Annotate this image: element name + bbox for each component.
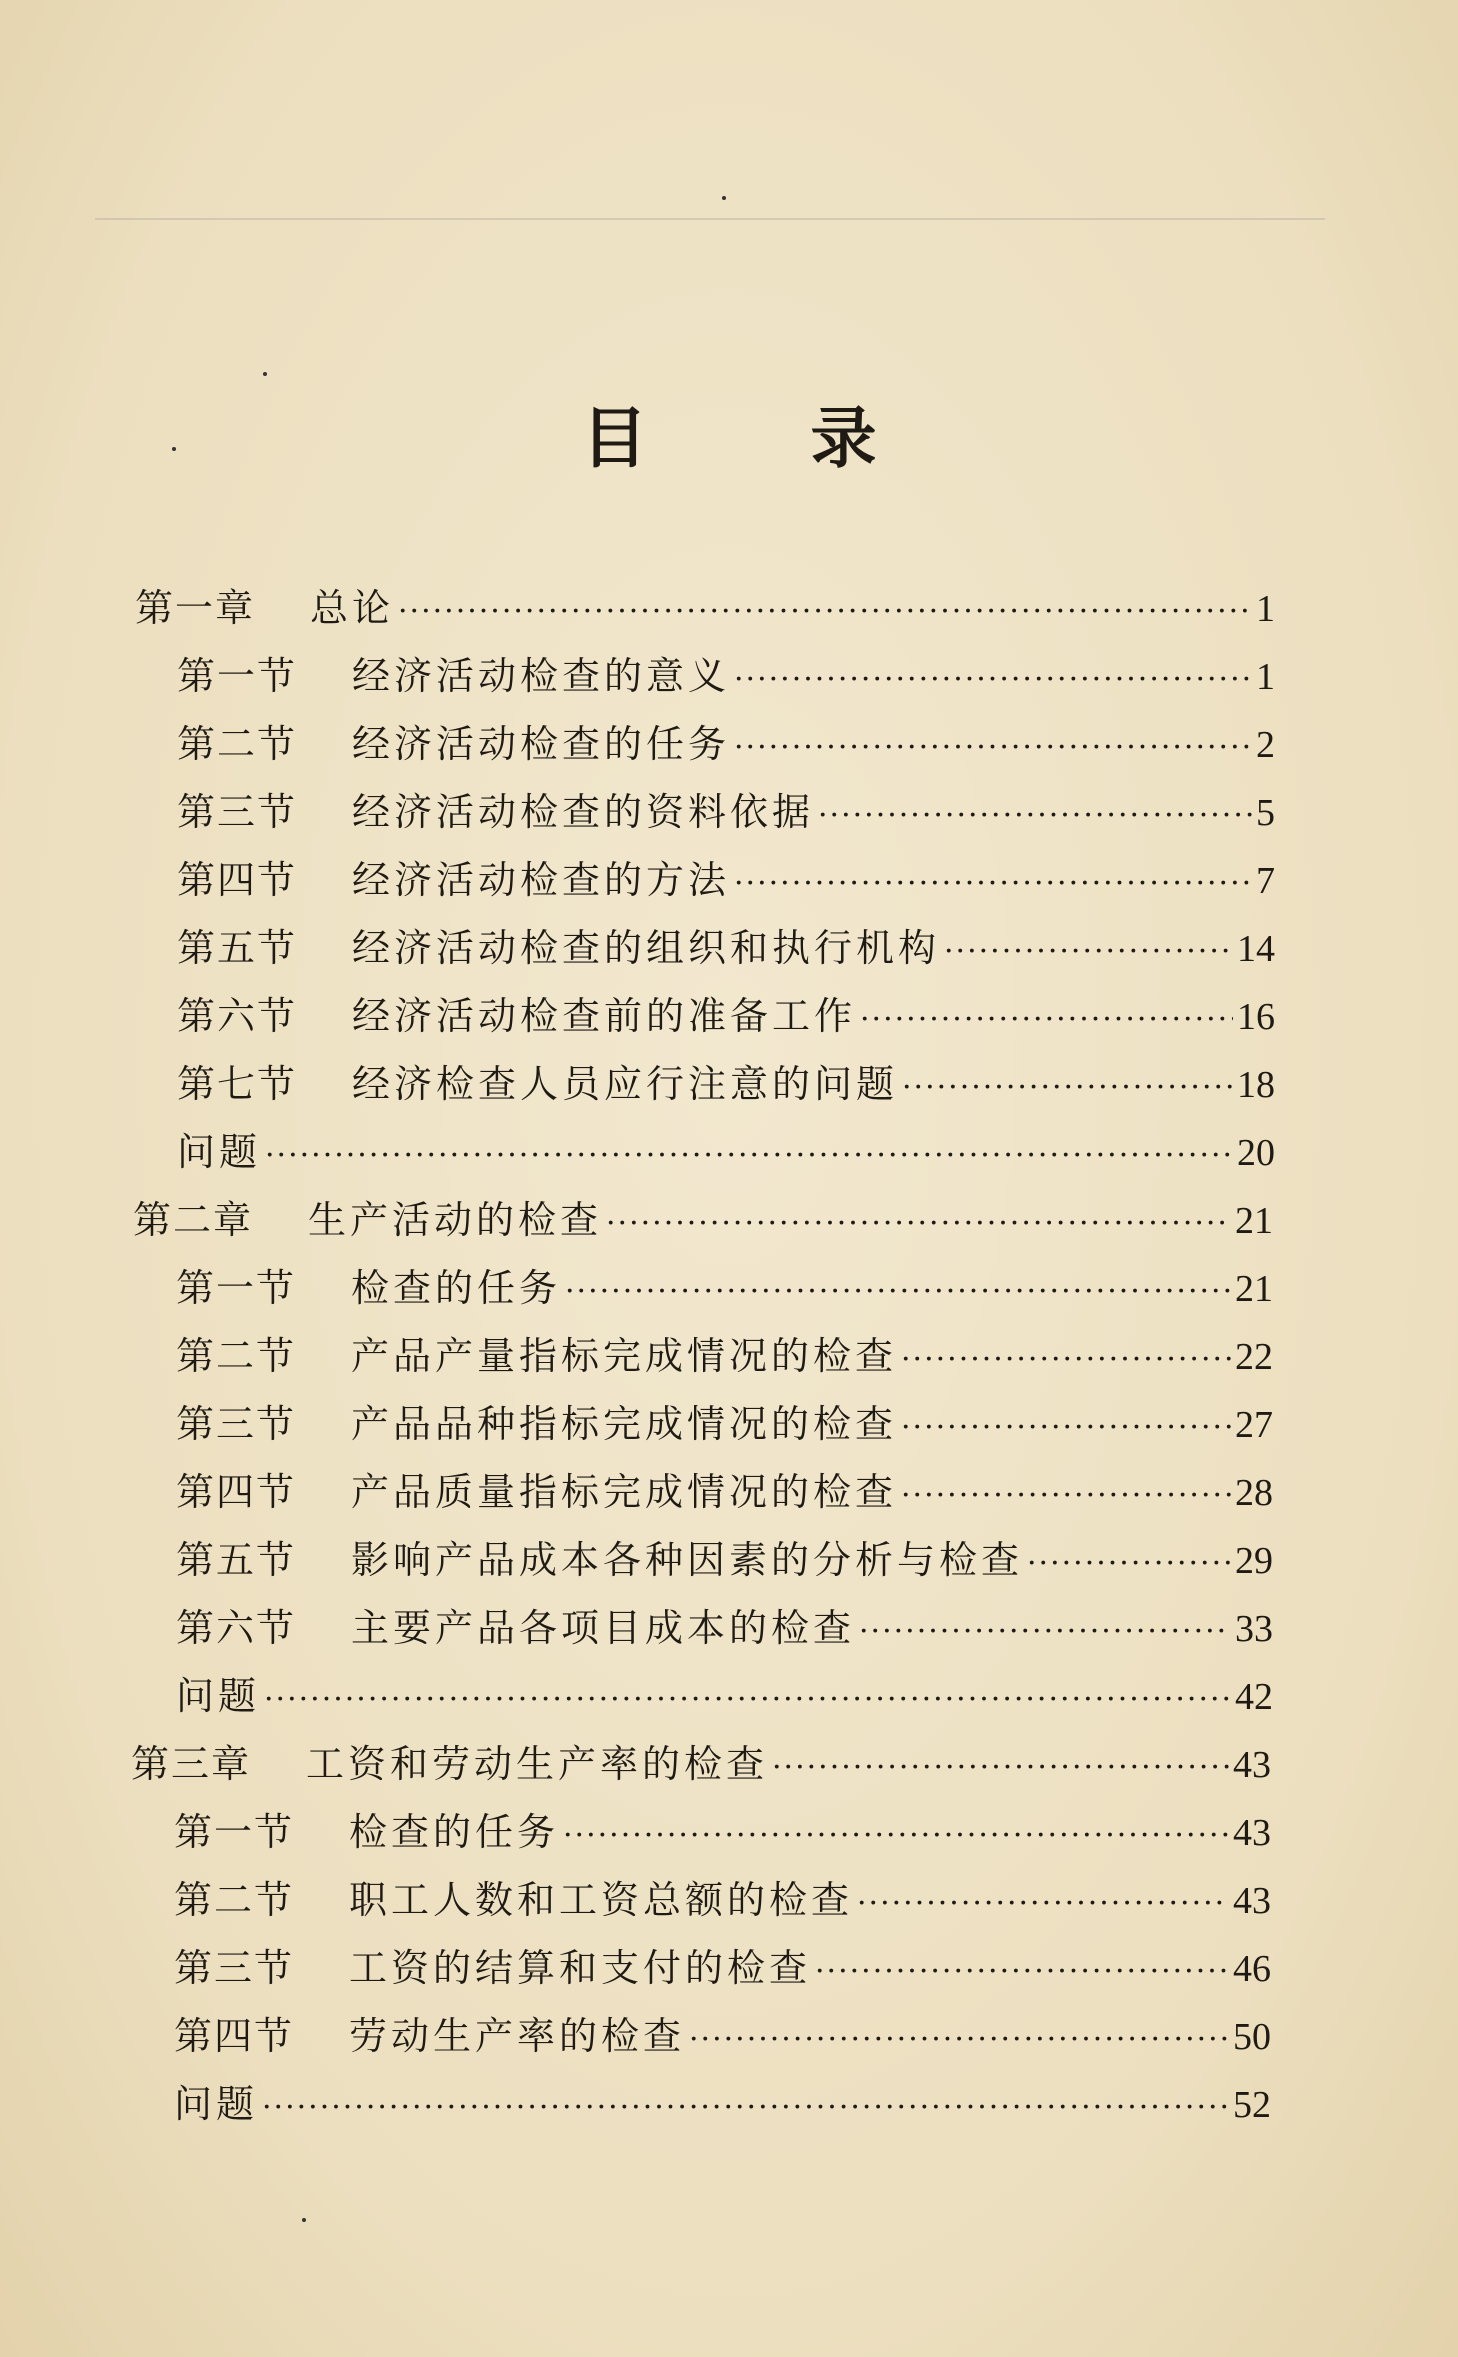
leader-dots (565, 1262, 1231, 1322)
entry-title: 问题 (176, 1674, 261, 1718)
toc-entry[interactable] (176, 1462, 1273, 1522)
toc-entry[interactable] (176, 1326, 1273, 1386)
entry-page: 52 (1233, 2084, 1271, 2126)
entry-title: 产品质量指标完成情况的检查 (351, 1470, 898, 1514)
toc-entry-questions[interactable] (176, 1666, 1273, 1726)
ink-speck (302, 2218, 306, 2222)
leader-dots (860, 990, 1233, 1050)
leader-dots (859, 1602, 1231, 1662)
entry-label: 第一节 (177, 654, 298, 698)
entry-title: 检查的任务 (351, 1266, 562, 1310)
entry-label: 第六节 (177, 994, 298, 1038)
leader-dots (264, 1670, 1231, 1730)
leader-dots (944, 922, 1233, 982)
toc-entry-questions[interactable] (177, 1122, 1275, 1182)
entry-page: 33 (1235, 1608, 1273, 1650)
leader-dots (901, 1398, 1231, 1458)
toc-entry[interactable] (174, 2006, 1271, 2066)
entry-title: 总论 (310, 586, 395, 630)
entry-label: 第二节 (176, 1334, 297, 1378)
entry-page: 27 (1235, 1404, 1273, 1446)
leader-dots (1027, 1534, 1231, 1594)
entry-label: 第三节 (174, 1946, 295, 1990)
entry-label: 第一章 (135, 586, 256, 630)
toc-entry[interactable] (176, 1394, 1273, 1454)
toc-entry[interactable] (177, 714, 1275, 774)
toc-entry[interactable] (176, 1258, 1273, 1318)
entry-label: 第一节 (176, 1266, 297, 1310)
leader-dots (265, 1126, 1233, 1186)
toc-entry-chapter-2[interactable] (133, 1190, 1273, 1250)
entry-label: 第五节 (177, 926, 298, 970)
ink-speck (263, 372, 267, 376)
entry-page: 28 (1235, 1472, 1273, 1514)
entry-page: 1 (1256, 656, 1275, 698)
entry-page: 21 (1235, 1200, 1273, 1242)
toc-entry[interactable] (177, 782, 1275, 842)
entry-label: 第七节 (177, 1062, 298, 1106)
leader-dots (734, 854, 1252, 914)
entry-title: 经济活动检查的任务 (352, 722, 731, 766)
leader-dots (398, 582, 1252, 642)
leader-dots (857, 1874, 1229, 1934)
entry-label: 第二节 (177, 722, 298, 766)
entry-title: 影响产品成本各种因素的分析与检查 (351, 1538, 1024, 1582)
page-title: 目 录 (581, 400, 947, 477)
entry-page: 29 (1235, 1540, 1273, 1582)
leader-dots (901, 1330, 1231, 1390)
entry-label: 第四节 (177, 858, 298, 902)
entry-page: 7 (1256, 860, 1275, 902)
entry-label: 第三节 (177, 790, 298, 834)
entry-page: 43 (1233, 1812, 1271, 1854)
entry-page: 42 (1235, 1676, 1273, 1718)
entry-title: 经济检查人员应行注意的问题 (352, 1062, 899, 1106)
entry-label: 第三节 (176, 1402, 297, 1446)
entry-title: 经济活动检查的方法 (352, 858, 731, 902)
leader-dots (262, 2078, 1229, 2138)
entry-label: 第六节 (176, 1606, 297, 1650)
toc-entry[interactable] (177, 986, 1275, 1046)
toc-entry[interactable] (176, 1530, 1273, 1590)
toc-entry[interactable] (177, 918, 1275, 978)
entry-page: 1 (1256, 588, 1275, 630)
entry-title: 工资和劳动生产率的检查 (306, 1742, 769, 1786)
toc-entry[interactable] (176, 1598, 1273, 1658)
entry-title: 生产活动的检查 (308, 1198, 603, 1242)
entry-page: 46 (1233, 1948, 1271, 1990)
toc-entry[interactable] (177, 850, 1275, 910)
entry-label: 第四节 (176, 1470, 297, 1514)
entry-title: 工资的结算和支付的检查 (349, 1946, 812, 1990)
entry-title: 主要产品各项目成本的检查 (351, 1606, 856, 1650)
entry-title: 经济活动检查的组织和执行机构 (352, 926, 941, 970)
entry-page: 5 (1256, 792, 1275, 834)
leader-dots (689, 2010, 1229, 2070)
leader-dots (902, 1058, 1233, 1118)
leader-dots (772, 1738, 1229, 1798)
entry-title: 问题 (174, 2082, 259, 2126)
entry-label: 第二章 (133, 1198, 254, 1242)
leader-dots (818, 786, 1252, 846)
entry-title: 经济活动检查前的准备工作 (352, 994, 857, 1038)
entry-title: 经济活动检查的资料依据 (352, 790, 815, 834)
toc-entry[interactable] (174, 1870, 1271, 1930)
leader-dots (734, 718, 1252, 778)
entry-page: 2 (1256, 724, 1275, 766)
toc-entry[interactable] (174, 1938, 1271, 1998)
leader-dots (606, 1194, 1231, 1254)
ink-speck (722, 196, 726, 200)
entry-page: 14 (1237, 928, 1275, 970)
entry-label: 第一节 (174, 1810, 295, 1854)
entry-page: 43 (1233, 1880, 1271, 1922)
toc-entry-questions[interactable] (174, 2074, 1271, 2134)
ink-speck (172, 447, 176, 451)
entry-page: 18 (1237, 1064, 1275, 1106)
toc-entry-chapter-3[interactable] (131, 1734, 1271, 1794)
entry-label: 第四节 (174, 2014, 295, 2058)
entry-label: 第五节 (176, 1538, 297, 1582)
leader-dots (815, 1942, 1229, 2002)
entry-title: 产品品种指标完成情况的检查 (351, 1402, 898, 1446)
entry-title: 产品产量指标完成情况的检查 (351, 1334, 898, 1378)
entry-page: 43 (1233, 1744, 1271, 1786)
entry-title: 劳动生产率的检查 (349, 2014, 686, 2058)
entry-title: 职工人数和工资总额的检查 (349, 1878, 854, 1922)
entry-title: 问题 (177, 1130, 262, 1174)
entry-label: 第二节 (174, 1878, 295, 1922)
entry-page: 16 (1237, 996, 1275, 1038)
entry-page: 50 (1233, 2016, 1271, 2058)
entry-title: 检查的任务 (349, 1810, 560, 1854)
toc-entry[interactable] (177, 646, 1275, 706)
entry-label: 第三章 (131, 1742, 252, 1786)
toc-entry[interactable] (174, 1802, 1271, 1862)
entry-title: 经济活动检查的意义 (352, 654, 731, 698)
bleed-through-rule (95, 218, 1325, 220)
toc-entry-chapter-1[interactable] (135, 578, 1275, 638)
entry-page: 20 (1237, 1132, 1275, 1174)
entry-page: 22 (1235, 1336, 1273, 1378)
leader-dots (901, 1466, 1231, 1526)
leader-dots (563, 1806, 1229, 1866)
entry-page: 21 (1235, 1268, 1273, 1310)
leader-dots (734, 650, 1252, 710)
toc-entry[interactable] (177, 1054, 1275, 1114)
